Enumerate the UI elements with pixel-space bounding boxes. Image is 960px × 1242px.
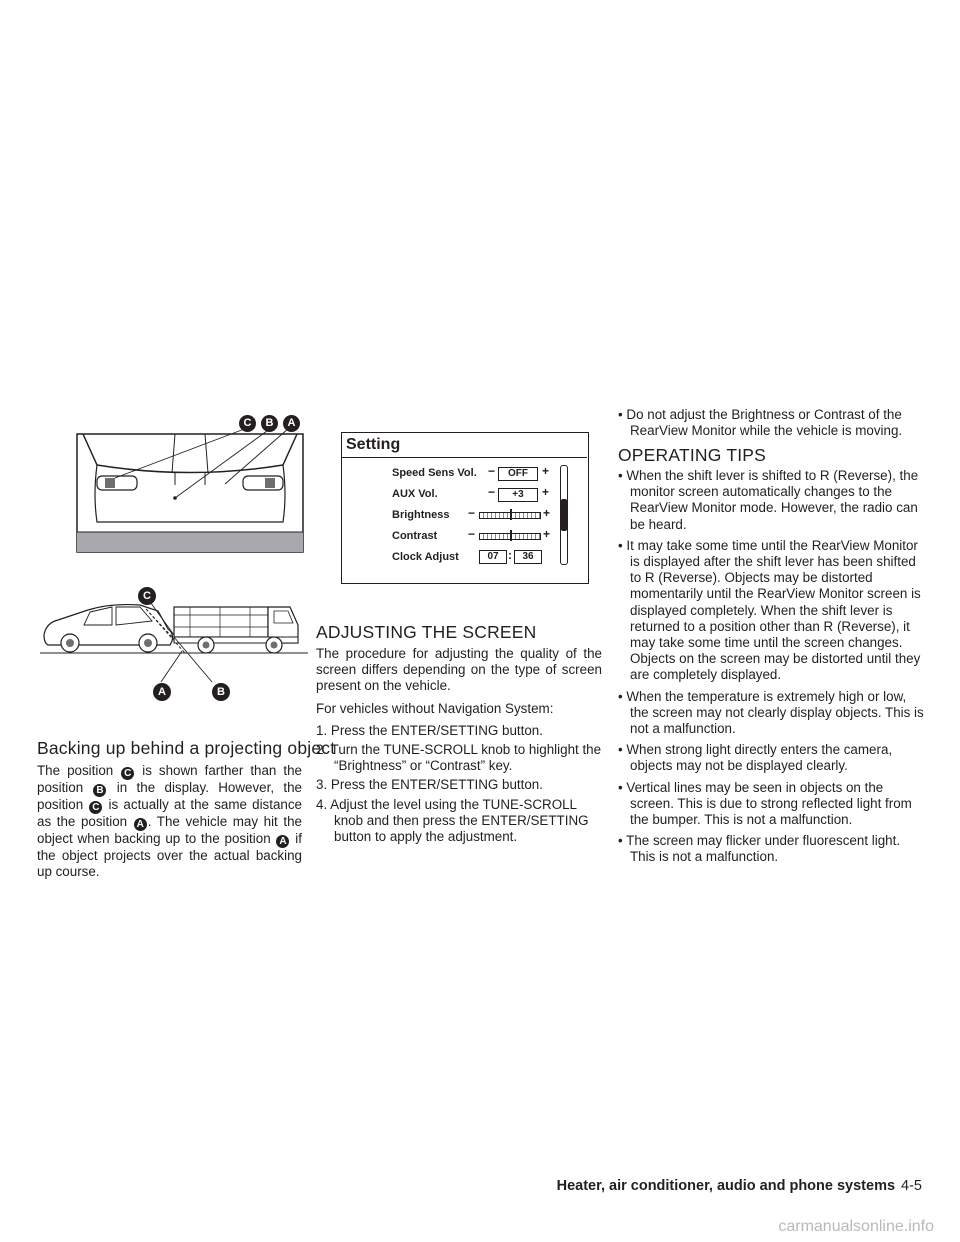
contrast-label: Contrast — [392, 530, 438, 542]
middle-intro: The procedure for adjusting the quality of the screen differs depending on the type of screen present on the vehicle. — [316, 646, 602, 694]
middle-steps-list — [316, 723, 602, 845]
speed-sens-vol-label: Speed Sens Vol. — [392, 467, 477, 479]
label-a-badge: A — [283, 415, 300, 432]
list-item: 3. Press the ENTER/SETTING button. — [316, 777, 543, 793]
side-label-a-badge: A — [153, 683, 171, 701]
left-text-1: The position — [37, 763, 121, 778]
list-item: • It may take some time until the RearView Monitor is displayed after the shift lever has been shifted to R (Reverse). Objects may be distorted momentarily until the RearView Monitor screen is displayed completely. When the shift lever is returned to a position other than R (Reverse), it may take some time until the screen changes. Objects on the screen may be distorted until they are completely displayed. — [618, 537, 921, 683]
setting-title: Setting — [346, 436, 401, 453]
minus-icon: − — [488, 485, 496, 499]
list-item: • Vertical lines may be seen in objects on the screen. This is due to strong reflected light from the bumper. This is not a malfunction. — [618, 779, 912, 828]
page-number: 4-5 — [901, 1178, 922, 1194]
minus-icon: − — [468, 527, 476, 541]
clock-colon: : — [508, 548, 512, 562]
side-label-b-badge: B — [212, 683, 230, 701]
right-section-body — [618, 468, 924, 871]
setting-scrollbar-thumb — [561, 499, 567, 531]
plus-icon: + — [543, 506, 551, 520]
aux-vol-label: AUX Vol. — [392, 488, 438, 500]
list-item: • When the temperature is extremely high or low, the screen may not clearly display objects. This is not a malfunction. — [618, 688, 924, 737]
label-a-badge: A — [276, 835, 289, 848]
middle-section-body — [316, 646, 602, 848]
side-view-car-truck-illustration — [40, 585, 310, 700]
side-label-c-badge: C — [138, 587, 156, 605]
middle-section-heading: ADJUSTING THE SCREEN — [316, 622, 537, 642]
plus-icon: + — [542, 485, 550, 499]
clock-minute-value: 36 — [514, 550, 542, 564]
label-b-badge: B — [93, 784, 106, 797]
left-section-heading: Backing up behind a projecting object — [37, 738, 336, 758]
label-a-badge: A — [134, 818, 147, 831]
label-c-badge: C — [89, 801, 102, 814]
page-footer — [510, 1178, 922, 1194]
left-text-4: is actually at the same distance as the position — [37, 797, 303, 829]
list-item: • When the shift lever is shifted to R (Reverse), the monitor screen automatically changes to the RearView Monitor mode. However, the radio can be heard. — [618, 468, 919, 532]
list-item: 4. Adjust the level using the TUNE-SCROLL knob and then press the ENTER/SETTING button to apply the adjustment. — [316, 796, 589, 845]
middle-subintro: For vehicles without Navigation System: — [316, 700, 554, 716]
list-item: • Do not adjust the Brightness or Contrast of the RearView Monitor while the vehicle is moving. — [618, 407, 903, 439]
footer-title: Heater, air conditioner, audio and phone systems — [556, 1178, 896, 1194]
minus-icon: − — [488, 464, 496, 478]
right-section-heading: OPERATING TIPS — [618, 445, 767, 465]
list-item: • When strong light directly enters the camera, objects may not be displayed clearly. — [618, 742, 893, 774]
left-text-6: if the object projects over the actual backing up course. — [37, 831, 302, 880]
clock-hour-value: 07 — [479, 550, 507, 564]
speed-sens-vol-value: OFF — [498, 467, 538, 481]
aux-vol-value: +3 — [498, 488, 538, 502]
label-b-badge: B — [261, 415, 278, 432]
plus-icon: + — [542, 464, 550, 478]
list-item: 1. Press the ENTER/SETTING button. — [316, 722, 543, 738]
label-c-badge: C — [121, 767, 134, 780]
watermark: carmanualsonline.info — [778, 1218, 934, 1235]
left-text-3: in the display. However, the position — [37, 780, 302, 812]
list-item: 2. Turn the TUNE-SCROLL knob to highlight the “Brightness” or “Contrast” key. — [316, 742, 602, 774]
setting-screen-illustration — [341, 432, 589, 584]
minus-icon: − — [468, 506, 476, 520]
plus-icon: + — [543, 527, 551, 541]
brightness-label: Brightness — [392, 509, 450, 521]
setting-labels — [392, 463, 477, 568]
list-item: • The screen may flicker under fluorescent light. This is not a malfunction. — [618, 833, 901, 865]
label-c-badge: C — [239, 415, 256, 432]
right-top-bullet — [618, 407, 924, 444]
clock-adjust-label: Clock Adjust — [392, 551, 459, 563]
left-section-body — [37, 763, 302, 886]
left-text-2: is shown farther than the position — [37, 763, 302, 795]
left-text-5: . The vehicle may hit the object when backing up to the position — [37, 814, 302, 846]
